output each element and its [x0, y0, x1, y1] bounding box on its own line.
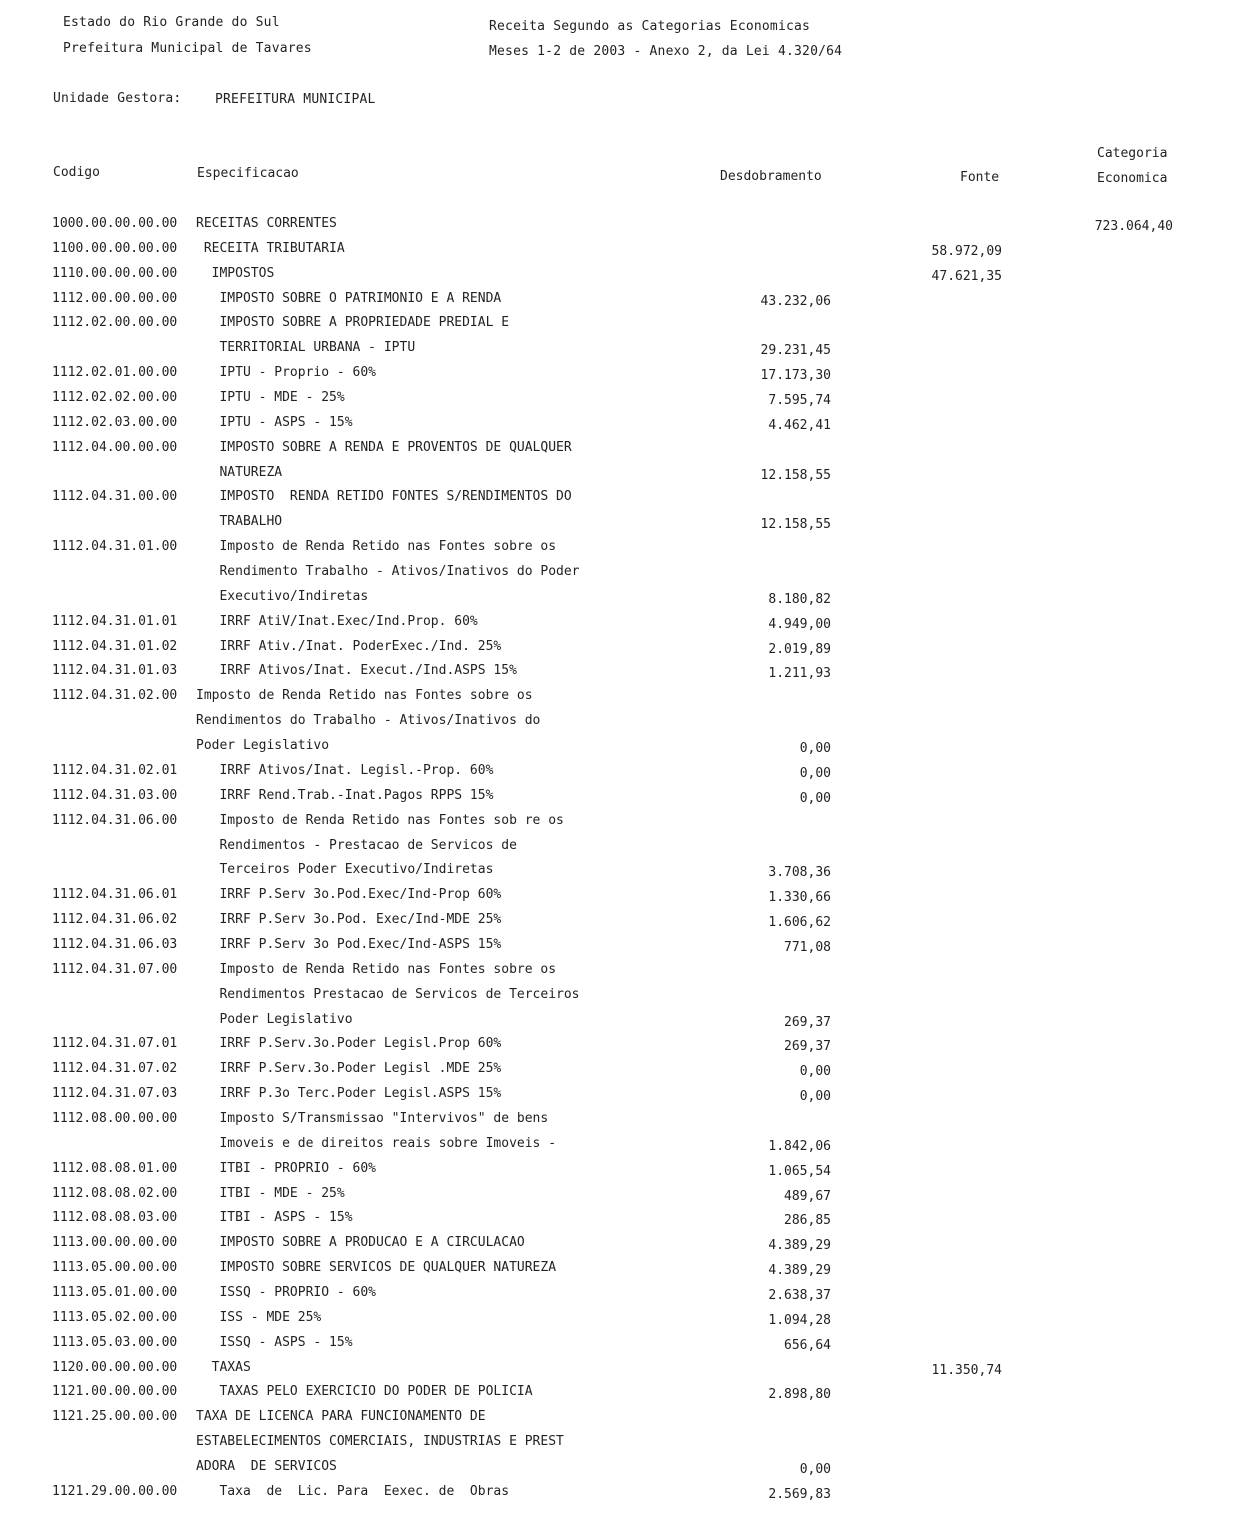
municipality-name: Prefeitura Municipal de Tavares: [63, 41, 312, 56]
row-specification: Rendimentos do Trabalho - Ativos/Inativos do: [196, 713, 541, 729]
row-source-value: 47.621,35: [931, 268, 1002, 284]
row-specification: Poder Legislativo: [196, 738, 330, 754]
row-specification: IRRF AtiV/Inat.Exec/Ind.Prop. 60%: [196, 613, 478, 629]
row-breakdown-value: 4.389,29: [768, 1263, 831, 1279]
row-specification: TAXAS PELO EXERCICIO DO PODER DE POLICIA: [196, 1384, 533, 1400]
row-specification: TERRITORIAL URBANA - IPTU: [196, 340, 416, 356]
row-specification: TRABALHO: [196, 514, 283, 530]
row-specification: IPTU - Proprio - 60%: [196, 365, 377, 381]
row-specification: Taxa de Lic. Para Eexec. de Obras: [196, 1483, 510, 1499]
row-specification: IPTU - MDE - 25%: [196, 390, 345, 406]
row-breakdown-value: 0,00: [799, 1064, 831, 1080]
row-breakdown-value: 0,00: [799, 790, 831, 806]
row-specification: IRRF P.Serv 3o.Pod.Exec/Ind-Prop 60%: [196, 887, 502, 903]
row-breakdown-value: 12.158,55: [760, 517, 831, 533]
row-specification: RECEITA TRIBUTARIA: [196, 240, 345, 256]
row-breakdown-value: 2.638,37: [768, 1287, 831, 1303]
row-specification: IMPOSTO SOBRE A PROPRIEDADE PREDIAL E: [196, 315, 510, 331]
row-code: 1121.25.00.00.00: [52, 1409, 178, 1425]
row-breakdown-value: 17.173,30: [760, 368, 831, 384]
row-specification: Terceiros Poder Executivo/Indiretas: [196, 862, 494, 878]
row-code: 1112.00.00.00.00: [52, 290, 178, 306]
row-specification: IMPOSTO SOBRE A RENDA E PROVENTOS DE QUALQUER: [196, 439, 572, 455]
row-code: 1121.29.00.00.00: [52, 1483, 178, 1499]
row-breakdown-value: 1.065,54: [768, 1163, 831, 1179]
row-code: 1120.00.00.00.00: [52, 1359, 178, 1375]
row-code: 1112.04.31.07.00: [52, 961, 178, 977]
row-specification: IRRF Ativ./Inat. PoderExec./Ind. 25%: [196, 638, 502, 654]
row-code: 1112.04.31.03.00: [52, 787, 178, 803]
row-code: 1113.05.03.00.00: [52, 1334, 178, 1350]
row-breakdown-value: 0,00: [799, 1089, 831, 1105]
row-specification: Executivo/Indiretas: [196, 588, 369, 604]
row-specification: IRRF P.Serv.3o.Poder Legisl .MDE 25%: [196, 1061, 502, 1077]
row-code: 1100.00.00.00.00: [52, 240, 178, 256]
row-code: 1110.00.00.00.00: [52, 265, 178, 281]
row-code: 1112.04.31.02.01: [52, 762, 178, 778]
row-category-value: 723.064,40: [1094, 219, 1173, 234]
row-code: 1112.04.31.07.02: [52, 1061, 178, 1077]
row-specification: IRRF P.3o Terc.Poder Legisl.ASPS 15%: [196, 1086, 502, 1102]
row-breakdown-value: 8.180,82: [768, 591, 831, 607]
row-code: 1112.04.31.07.03: [52, 1086, 178, 1102]
row-specification: IRRF P.Serv 3o.Pod. Exec/Ind-MDE 25%: [196, 912, 502, 928]
report-title: Receita Segundo as Categorias Economicas: [489, 19, 811, 34]
row-breakdown-value: 4.949,00: [768, 616, 831, 632]
row-specification: Rendimentos Prestacao de Servicos de Terceiros: [196, 986, 580, 1002]
row-breakdown-value: 1.094,28: [768, 1312, 831, 1328]
row-code: 1112.08.08.02.00: [52, 1185, 178, 1201]
column-header-spec: Especificacao: [197, 166, 299, 181]
column-header-breakdown: Desdobramento: [720, 169, 822, 184]
row-code: 1113.05.00.00.00: [52, 1260, 178, 1276]
row-specification: RECEITAS CORRENTES: [196, 216, 337, 231]
row-specification: TAXAS: [196, 1359, 251, 1375]
row-specification: NATUREZA: [196, 464, 283, 480]
column-header-category-line1: Categoria: [1097, 146, 1168, 161]
row-specification: Poder Legislativo: [196, 1011, 353, 1027]
row-code: 1113.05.01.00.00: [52, 1284, 178, 1300]
row-specification: ADORA DE SERVICOS: [196, 1459, 337, 1474]
row-code: 1112.08.00.00.00: [52, 1110, 178, 1126]
row-breakdown-value: 7.595,74: [768, 393, 831, 409]
row-code: 1112.04.31.06.01: [52, 887, 178, 903]
row-specification: IRRF Ativos/Inat. Execut./Ind.ASPS 15%: [196, 663, 517, 679]
row-code: 1112.02.01.00.00: [52, 365, 178, 381]
row-specification: Imposto de Renda Retido nas Fontes sobre os: [196, 539, 557, 555]
row-breakdown-value: 3.708,36: [768, 865, 831, 881]
row-specification: TAXA DE LICENCA PARA FUNCIONAMENTO DE: [196, 1409, 486, 1425]
row-specification: Imoveis e de direitos reais sobre Imoveis -: [196, 1135, 557, 1151]
row-breakdown-value: 4.389,29: [768, 1238, 831, 1254]
row-breakdown-value: 0,00: [799, 1462, 831, 1477]
row-breakdown-value: 4.462,41: [768, 417, 831, 433]
row-breakdown-value: 0,00: [799, 741, 831, 757]
row-specification: IRRF Rend.Trab.-Inat.Pagos RPPS 15%: [196, 787, 494, 803]
column-header-category-line2: Economica: [1097, 171, 1168, 186]
row-breakdown-value: 43.232,06: [760, 293, 831, 309]
row-specification: ESTABELECIMENTOS COMERCIAIS, INDUSTRIAS E PREST: [196, 1434, 564, 1450]
row-code: 1112.04.31.01.00: [52, 539, 178, 555]
row-specification: IRRF P.Serv 3o Pod.Exec/Ind-ASPS 15%: [196, 936, 502, 952]
row-specification: ITBI - MDE - 25%: [196, 1185, 345, 1201]
row-code: 1112.04.31.01.03: [52, 663, 178, 679]
unit-value: PREFEITURA MUNICIPAL: [215, 92, 376, 107]
row-specification: Imposto de Renda Retido nas Fontes sobre os: [196, 688, 533, 704]
row-breakdown-value: 269,37: [784, 1014, 831, 1030]
report-subtitle: Meses 1-2 de 2003 - Anexo 2, da Lei 4.320/64: [489, 44, 843, 59]
row-breakdown-value: 771,08: [784, 939, 831, 955]
row-breakdown-value: 1.211,93: [768, 666, 831, 682]
row-specification: IRRF Ativos/Inat. Legisl.-Prop. 60%: [196, 762, 494, 778]
row-specification: Imposto S/Transmissao "Intervivos" de bens: [196, 1110, 549, 1126]
row-code: 1112.04.31.06.02: [52, 912, 178, 928]
row-breakdown-value: 2.019,89: [768, 641, 831, 657]
column-header-source: Fonte: [960, 170, 1000, 185]
row-code: 1000.00.00.00.00: [52, 216, 178, 231]
row-code: 1112.04.00.00.00: [52, 439, 178, 455]
row-specification: IMPOSTO SOBRE SERVICOS DE QUALQUER NATUREZA: [196, 1260, 557, 1276]
row-code: 1112.04.31.00.00: [52, 489, 178, 505]
row-code: 1113.00.00.00.00: [52, 1235, 178, 1251]
row-source-value: 11.350,74: [931, 1362, 1002, 1378]
row-specification: ITBI - PROPRIO - 60%: [196, 1160, 377, 1176]
row-code: 1112.02.03.00.00: [52, 414, 178, 430]
column-header-code: Codigo: [53, 165, 100, 180]
row-code: 1113.05.02.00.00: [52, 1309, 178, 1325]
row-specification: Rendimento Trabalho - Ativos/Inativos do Poder: [196, 564, 580, 580]
row-specification: IPTU - ASPS - 15%: [196, 414, 353, 430]
row-breakdown-value: 269,37: [784, 1039, 831, 1055]
row-specification: IMPOSTO SOBRE O PATRIMONIO E A RENDA: [196, 290, 502, 306]
row-breakdown-value: 0,00: [799, 765, 831, 781]
row-code: 1112.04.31.06.00: [52, 812, 178, 828]
row-specification: ITBI - ASPS - 15%: [196, 1210, 353, 1226]
row-breakdown-value: 12.158,55: [760, 467, 831, 483]
row-specification: ISSQ - ASPS - 15%: [196, 1334, 353, 1350]
row-breakdown-value: 1.842,06: [768, 1138, 831, 1154]
row-breakdown-value: 286,85: [784, 1213, 831, 1229]
row-specification: IMPOSTO RENDA RETIDO FONTES S/RENDIMENTOS DO: [196, 489, 572, 505]
row-breakdown-value: 2.569,83: [768, 1486, 831, 1502]
row-specification: Imposto de Renda Retido nas Fontes sobre os: [196, 961, 557, 977]
row-code: 1112.04.31.01.01: [52, 613, 178, 629]
row-breakdown-value: 1.330,66: [768, 890, 831, 906]
row-specification: ISS - MDE 25%: [196, 1309, 322, 1325]
row-breakdown-value: 2.898,80: [768, 1387, 831, 1403]
row-specification: IMPOSTOS: [196, 265, 275, 281]
row-specification: IMPOSTO SOBRE A PRODUCAO E A CIRCULACAO: [196, 1235, 525, 1251]
state-name: Estado do Rio Grande do Sul: [63, 15, 280, 30]
row-code: 1112.04.31.02.00: [52, 688, 178, 704]
row-specification: Rendimentos - Prestacao de Servicos de: [196, 837, 517, 853]
row-code: 1112.04.31.01.02: [52, 638, 178, 654]
row-specification: IRRF P.Serv.3o.Poder Legisl.Prop 60%: [196, 1036, 502, 1052]
row-specification: Imposto de Renda Retido nas Fontes sob re os: [196, 812, 564, 828]
row-code: 1121.00.00.00.00: [52, 1384, 178, 1400]
row-code: 1112.04.31.07.01: [52, 1036, 178, 1052]
row-code: 1112.02.02.00.00: [52, 390, 178, 406]
row-code: 1112.02.00.00.00: [52, 315, 178, 331]
row-breakdown-value: 656,64: [784, 1337, 831, 1353]
row-code: 1112.08.08.03.00: [52, 1210, 178, 1226]
unit-label: Unidade Gestora:: [53, 91, 182, 106]
row-breakdown-value: 29.231,45: [760, 343, 831, 359]
row-specification: ISSQ - PROPRIO - 60%: [196, 1284, 377, 1300]
row-code: 1112.08.08.01.00: [52, 1160, 178, 1176]
row-breakdown-value: 1.606,62: [768, 915, 831, 931]
row-code: 1112.04.31.06.03: [52, 936, 178, 952]
row-source-value: 58.972,09: [931, 243, 1002, 259]
row-breakdown-value: 489,67: [784, 1188, 831, 1204]
